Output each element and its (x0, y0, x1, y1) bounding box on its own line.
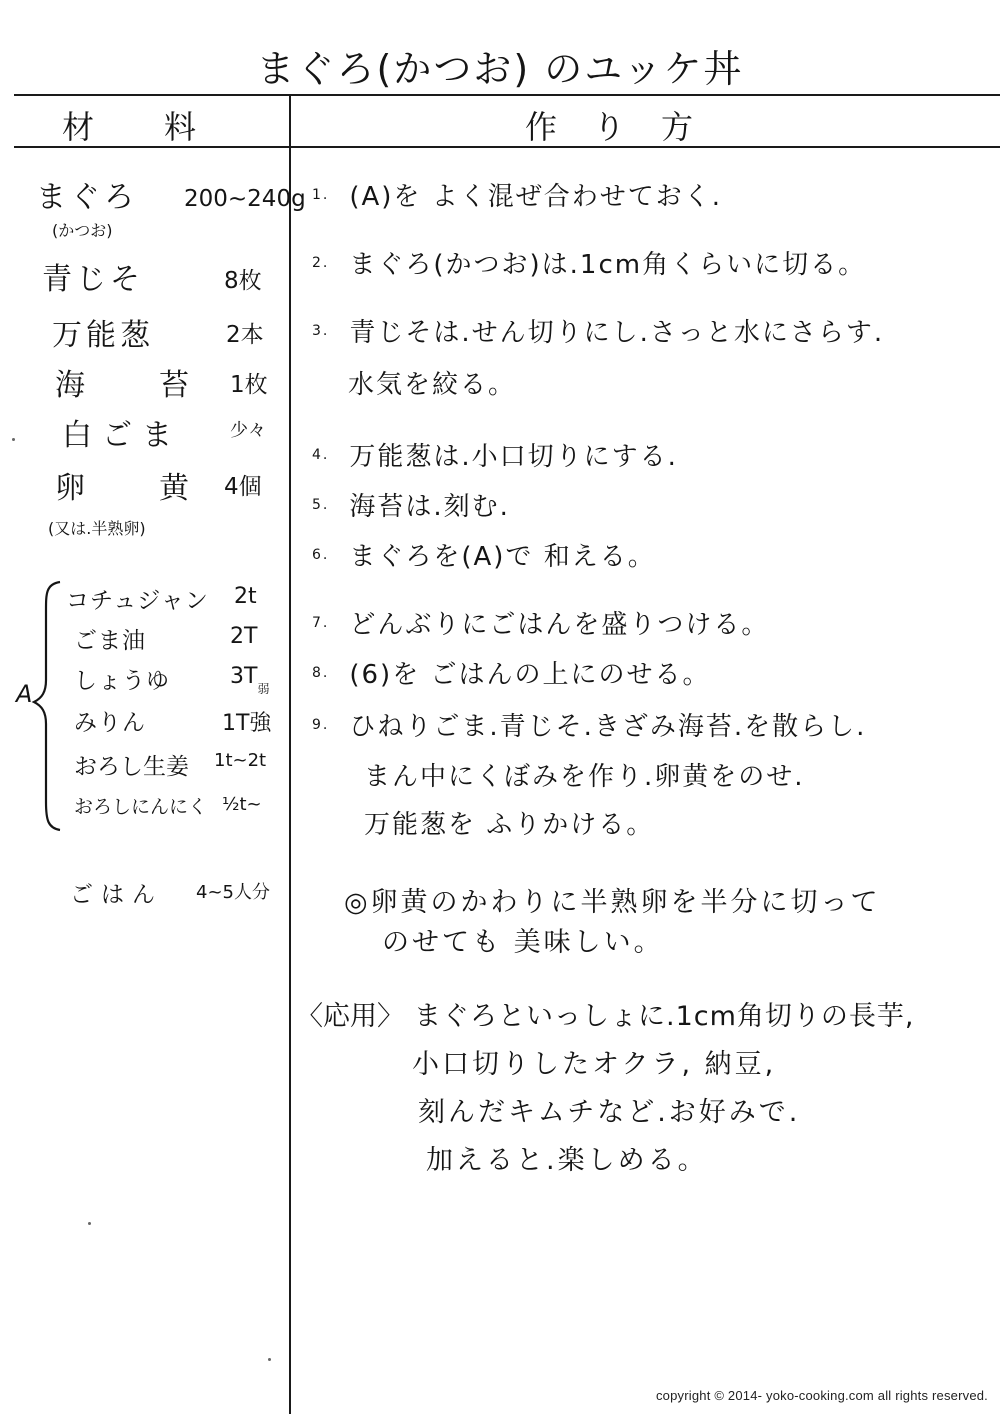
step-text: まぐろ(かつお)は.1cm角くらいに切る。 (349, 250, 867, 280)
step-text: 海苔は.刻む. (349, 492, 510, 522)
step (312, 654, 710, 691)
sauce-a-brace (30, 580, 64, 832)
copyright-notice: copyright © 2014- yoko-cooking.com all rights reserved. (655, 1388, 988, 1403)
step (312, 604, 769, 641)
step-text: (6)を ごはんの上にのせる。 (349, 660, 711, 690)
sauce-item-name: ごま油 (74, 628, 146, 654)
step (312, 536, 656, 573)
step (312, 706, 866, 743)
step-text: まぐろを(A)で 和える。 (349, 542, 656, 572)
step-continuation: 万能葱を ふりかける。 (364, 810, 655, 840)
sauce-item-name: おろし生姜 (74, 754, 189, 780)
scan-speck (88, 1222, 91, 1225)
sauce-item-name: みりん (74, 710, 146, 736)
ingredient-qty: 1枚 (230, 372, 268, 398)
ingredient-note: (又は.半熟卵) (48, 519, 146, 538)
step (312, 312, 884, 349)
sauce-item-qty: 1t~2t (214, 750, 267, 771)
note-line: のせても 美味しい。 (382, 927, 664, 958)
ingredient-note: (かつお) (52, 221, 113, 240)
rice-qty: 4~5人分 (196, 882, 270, 903)
rice-name: ごはん (70, 882, 163, 908)
sauce-item-qty: 2t (234, 584, 257, 609)
step-text: 青じそは.せん切りにし.さっと水にさらす. (349, 318, 885, 348)
sauce-item-name: コチュジャン (66, 588, 209, 614)
ingredient-qty: 2本 (226, 322, 264, 348)
variation-line: 加えると.楽しめる。 (426, 1145, 708, 1176)
step (312, 244, 866, 281)
ingredient-name: 万能葱 (52, 318, 154, 353)
ingredient-name: 海 苔 (55, 368, 211, 403)
sauce-item-qty (230, 664, 270, 696)
step-text: どんぶりにごはんを盛りつける。 (349, 610, 770, 640)
step-number: 5. (312, 496, 330, 513)
step-number: 8. (312, 664, 330, 681)
page-title: まぐろ(かつお) のユッケ丼 (256, 47, 744, 91)
step-number: 4. (312, 446, 330, 463)
sauce-item-qty-sub: 弱 (257, 682, 270, 696)
ingredient-name: 青じそ (42, 262, 144, 297)
scan-speck (268, 1358, 271, 1361)
step-number: 1. (312, 186, 330, 203)
step-text: 万能葱は.小口切りにする. (349, 442, 678, 472)
step-number: 2. (312, 254, 330, 271)
ingredients-header: 材 料 (62, 108, 199, 146)
ingredient-name: まぐろ (36, 180, 138, 215)
variation-line: 小口切りしたオクラ, 納豆, (412, 1049, 777, 1080)
step-number: 7. (312, 614, 330, 631)
column-divider (289, 95, 291, 1414)
variation-line: 刻んだキムチなど.お好みで. (418, 1097, 801, 1128)
sauce-item-qty-value: 3T (230, 664, 258, 689)
variation-label: 〈応用〉 (296, 1001, 404, 1032)
ingredient-qty: 8枚 (224, 268, 262, 294)
step-number: 3. (312, 322, 330, 339)
step-continuation: 水気を絞る。 (348, 370, 517, 400)
sauce-item-name: しょうゆ (74, 668, 170, 694)
sauce-item-qty: ½t~ (222, 794, 262, 815)
ingredient-qty: 200~240g (184, 186, 306, 212)
ingredient-name: 卵 黄 (55, 471, 211, 506)
step (312, 436, 678, 473)
sauce-item-qty: 1T強 (222, 711, 272, 736)
step (312, 176, 722, 213)
ingredient-qty: 少々 (230, 420, 266, 441)
step-continuation: まん中にくぼみを作り.卵黄をのせ. (364, 762, 805, 792)
step (312, 486, 510, 523)
sauce-a-label: A (16, 680, 33, 708)
step-text: (A)を よく混ぜ合わせておく. (349, 182, 722, 212)
header-top-rule (14, 94, 1000, 96)
step-number: 9. (312, 716, 330, 733)
note-line: ◎卵黄のかわりに半熟卵を半分に切って (344, 887, 881, 918)
ingredient-qty: 4個 (224, 474, 262, 500)
method-header: 作 り 方 (525, 108, 696, 146)
sauce-item-name: おろしにんにく (74, 796, 208, 818)
sauce-item-qty: 2T (230, 624, 258, 649)
scan-speck (12, 438, 15, 441)
variation-line: まぐろといっしょに.1cm角切りの長芋, (414, 1001, 915, 1032)
step-text: ひねりごま.青じそ.きざみ海苔.を散らし. (349, 712, 867, 742)
step-number: 6. (312, 546, 330, 563)
ingredient-name: 白ごま (62, 418, 182, 453)
